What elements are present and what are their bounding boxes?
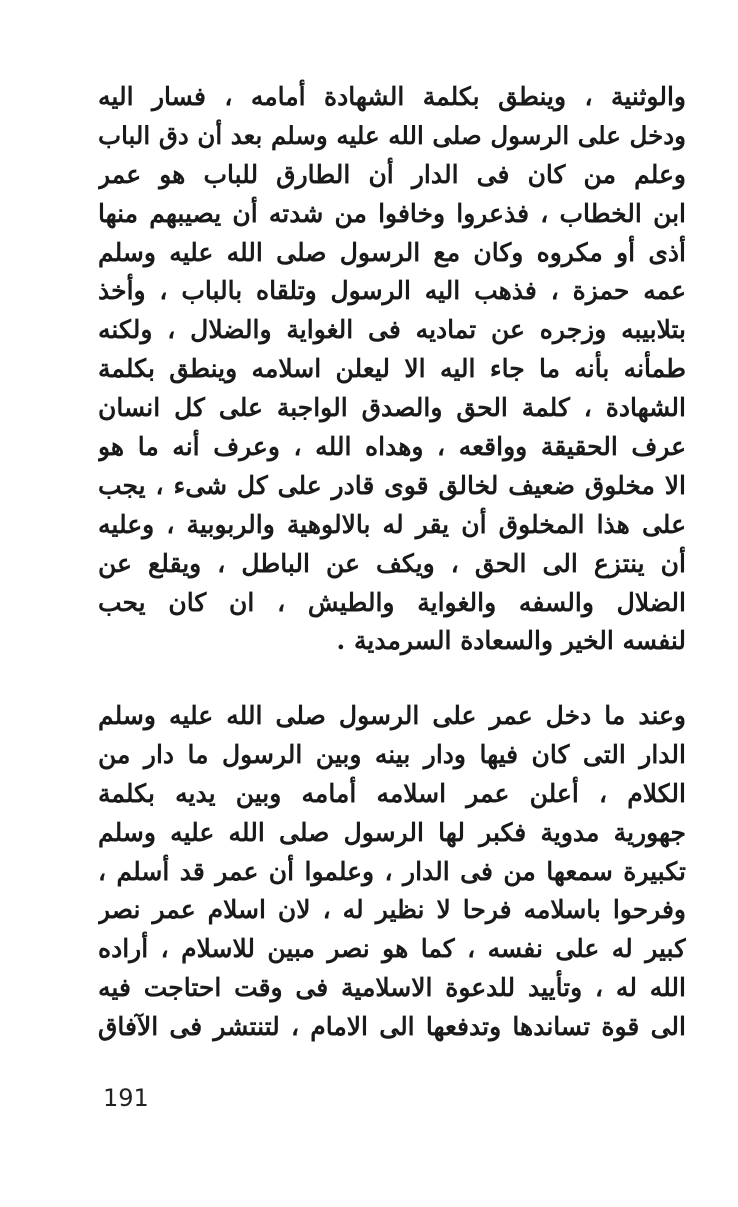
text-line: طمأنه بأنه ما جاء اليه الا ليعلن اسلامه وينطق بكلمة	[98, 354, 686, 384]
text-line: عمه حمزة ، فذهب اليه الرسول وتلقاه بالباب ، وأخذ	[98, 276, 686, 306]
text-line: أذى أو مكروه وكان مع الرسول صلى الله عليه وسلم	[98, 237, 686, 267]
page-number: 191	[103, 1084, 149, 1112]
paragraph-2	[98, 697, 686, 1047]
text-line: عرف الحقيقة وواقعه ، وهداه الله ، وعرف أنه ما هو	[98, 432, 686, 462]
text-line: تكبيرة سمعها من فى الدار ، وعلموا أن عمر قد أسلم ،	[98, 856, 686, 886]
text-line: الضلال والسفه والغواية والطيش ، ان كان يحب	[98, 587, 686, 617]
text-line: الى قوة تساندها وتدفعها الى الامام ، لتنتشر فى الآفاق	[98, 1012, 686, 1042]
text-line: الكلام ، أعلن عمر اسلامه أمامه وبين يديه بكلمة	[98, 778, 686, 808]
text-line: ودخل على الرسول صلى الله عليه وسلم بعد أن دق الباب	[98, 120, 686, 150]
text-line: وعند ما دخل عمر على الرسول صلى الله عليه وسلم	[98, 701, 686, 730]
text-line: الشهادة ، كلمة الحق والصدق الواجبة على كل انسان	[98, 393, 686, 423]
text-line: وفرحوا باسلامه فرحا لا نظير له ، لان اسلام عمر نصر	[98, 895, 686, 925]
text-line: ابن الخطاب ، فذعروا وخافوا من شدته أن يصيبهم منها	[98, 198, 686, 228]
text-line: الله له ، وتأييد للدعوة الاسلامية فى وقت احتاجت فيه	[98, 973, 686, 1003]
text-line: والوثنية ، وينطق بكلمة الشهادة أمامه ، فسار اليه	[98, 82, 686, 111]
text-line: جهورية مدوية فكبر لها الرسول صلى الله عليه وسلم	[98, 817, 686, 847]
text-line: وعلم من كان فى الدار أن الطارق للباب هو عمر	[98, 159, 686, 189]
text-line: على هذا المخلوق أن يقر له بالالوهية والربوبية ، وعليه	[98, 509, 686, 539]
text-line: الدار التى كان فيها ودار بينه وبين الرسول ما دار من	[98, 739, 686, 769]
text-line: لنفسه الخير والسعادة السرمدية .	[336, 626, 686, 656]
text-line: الا مخلوق ضعيف لخالق قوى قادر على كل شىء ، يجب	[98, 470, 686, 500]
text-line: أن ينتزع الى الحق ، ويكف عن الباطل ، ويقلع عن	[98, 548, 686, 578]
text-line: بتلابيبه وزجره عن تماديه فى الغواية والضلال ، ولكنه	[98, 315, 686, 345]
paragraph-1	[98, 78, 686, 661]
text-line: كبير له على نفسه ، كما هو نصر مبين للاسلام ، أراده	[98, 934, 686, 964]
